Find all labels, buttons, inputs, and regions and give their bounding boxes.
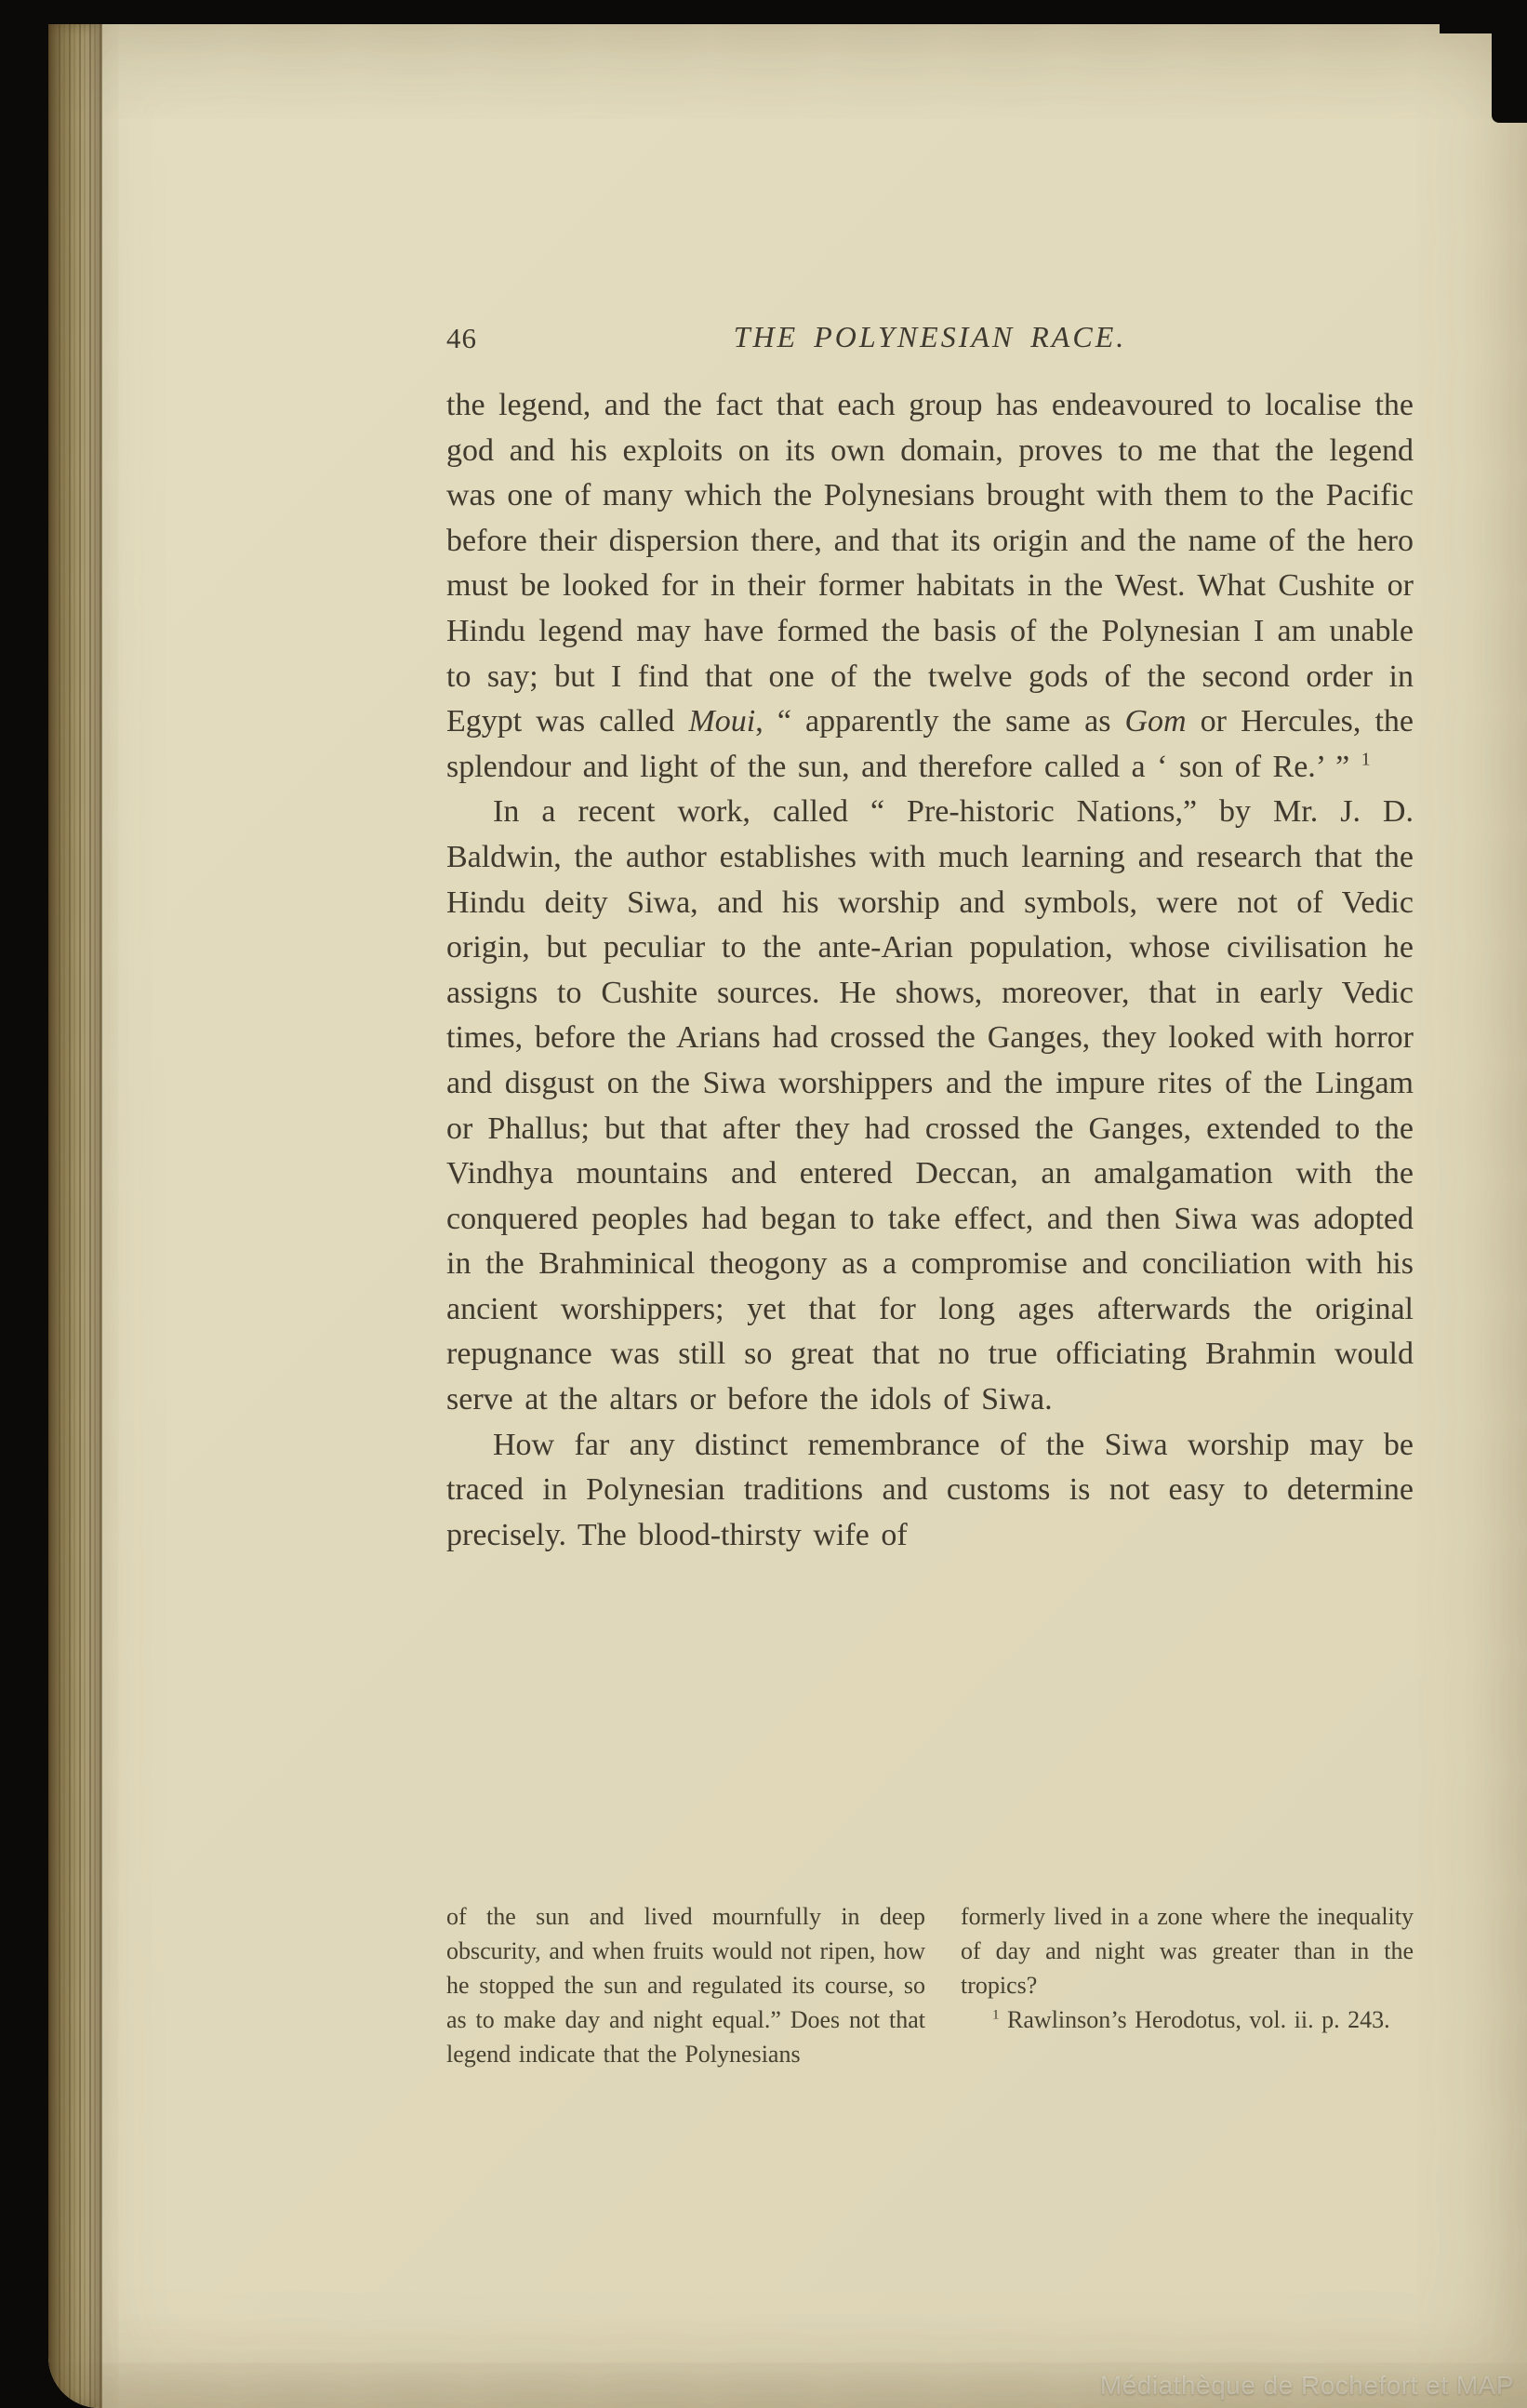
footnote-citation	[961, 2002, 1414, 2037]
running-title: THE POLYNESIAN RACE.	[733, 320, 1127, 353]
book-page	[48, 24, 1527, 2408]
para1-text-b: , “ apparently the same as	[755, 704, 1125, 739]
footnote-column-right	[961, 1899, 1414, 2071]
footnotes-section	[446, 1899, 1414, 2071]
para1-italic-gom: Gom	[1124, 704, 1187, 739]
stacked-page-edges	[48, 24, 102, 2408]
page-header	[446, 320, 1414, 354]
body-text	[446, 383, 1414, 1558]
para1-text-a: the legend, and the fact that each group has endeavoured to localise the god and his exploits on its own domain, proves to me that the legend was one of many which the Polynesians brought with them to the Pacific before their dispersion there, and that its origin and the name of the hero must be looked for in their former habitats in the West. What Cushite or Hindu legend may have formed the basis of the Polynesian I am unable to say; but I find that one of the twelve gods of the second order in Egypt was called	[446, 388, 1414, 739]
book-corner-notch-side	[1492, 0, 1527, 123]
para1-italic-moui: Moui	[688, 704, 756, 739]
body-paragraph-1	[446, 383, 1414, 790]
footnote-citation-text: Rawlinson’s Herodotus, vol. ii. p. 243.	[999, 2006, 1390, 2033]
body-paragraph-3: How far any distinct remembrance of the Siwa worship may be traced in Polynesian traditions and customs is not easy to determine precisely. The blood-thirsty wife of	[446, 1427, 1414, 1552]
footnote-reference-1: 1	[1361, 749, 1371, 770]
para1-text-c: or Hercules, the splendour and light of the sun, and therefore called a ‘ son of Re.’ ”	[446, 704, 1414, 784]
page-number: 46	[446, 322, 477, 354]
library-watermark: Médiathèque de Rochefort et MAP	[1099, 2371, 1514, 2400]
body-paragraph-2: In a recent work, called “ Pre-historic Nations,” by Mr. J. D. Baldwin, the author establishes with much learning and research that the Hindu deity Siwa, and his worship and symbols, were not of Vedic origin, but peculiar to the ante-Arian population, whose civilisation he assigns to Cushite sources. He shows, moreover, that in early Vedic times, before the Arians had crossed the Ganges, they looked with horror and disgust on the Siwa worshippers and the impure rites of the Lingam or Phallus; but that after they had crossed the Ganges, extended to the Vindhya mountains and entered Deccan, an amalgamation with the conquered peoples had began to take effect, and then Siwa was adopted in the Brahminical theogony as a compromise and conciliation with his ancient worshippers; yet that for long ages afterwards the original repugnance was still so great that no true officiating Brahmin would serve at the altars or before the idols of Siwa.	[446, 794, 1414, 1417]
footnote-column-left: of the sun and lived mournfully in deep obscurity, and when fruits would not ripen, how he stopped the sun and regulated its course, so as to make day and night equal.” Does not that legend indicate that the Polynesians	[446, 1903, 925, 2068]
footnote-continuation: formerly lived in a zone where the inequality of day and night was greater than in the tropics?	[961, 1903, 1414, 1999]
footnote-marker-1: 1	[992, 2007, 1000, 2023]
